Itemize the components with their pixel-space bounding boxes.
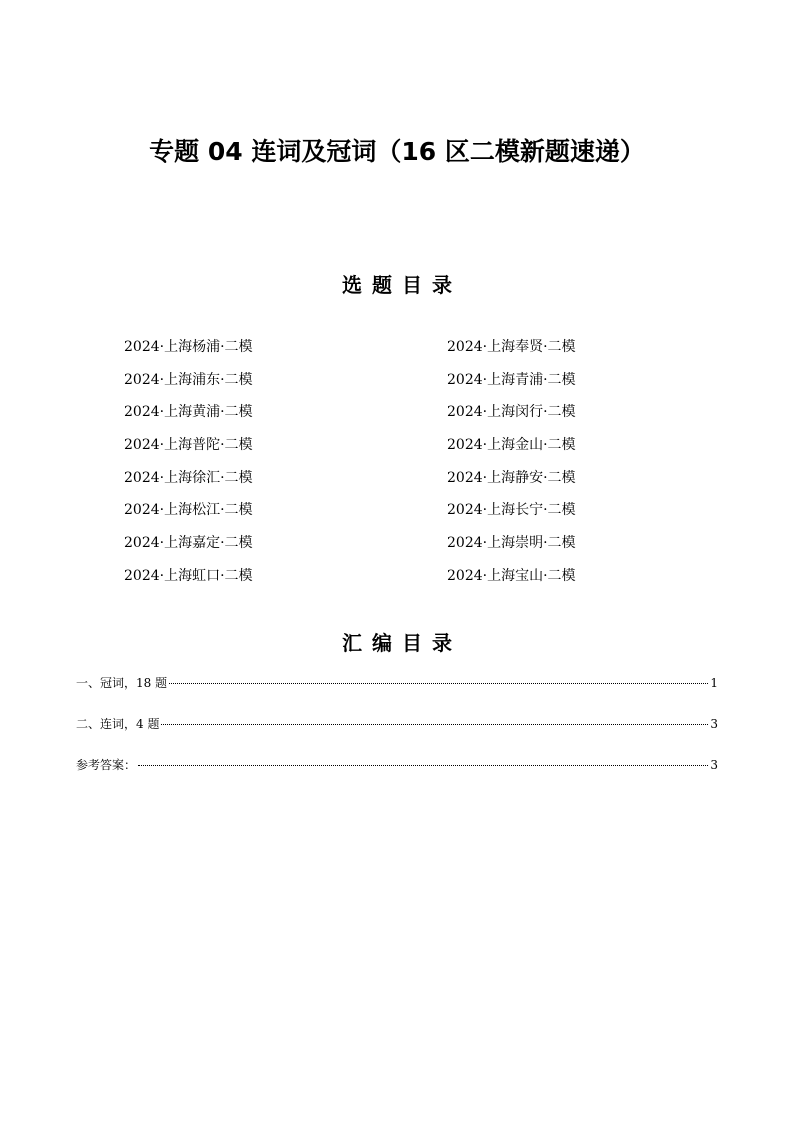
selection-item: 2024·上海奉贤·二模 — [447, 339, 576, 355]
toc-list — [76, 673, 718, 796]
selection-item: 2024·上海长宁·二模 — [447, 502, 576, 519]
toc-entry-articles[interactable] — [76, 673, 718, 714]
toc-entry-label: 参考答案： — [76, 758, 137, 772]
selection-item: 2024·上海静安·二模 — [447, 469, 576, 486]
toc-entry-answers[interactable] — [76, 755, 718, 796]
toc-entry-label: 二、连词，4 题 — [76, 717, 160, 731]
selection-list — [124, 336, 684, 598]
selection-heading: 选题目录 — [342, 273, 462, 297]
toc-entry-page: 1 — [710, 676, 718, 690]
selection-item: 2024·上海普陀·二模 — [124, 437, 253, 454]
selection-item: 2024·上海宝山·二模 — [447, 567, 576, 584]
toc-entry-conjunctions[interactable] — [76, 714, 718, 755]
selection-item: 2024·上海嘉定·二模 — [124, 535, 253, 552]
selection-item: 2024·上海徐汇·二模 — [124, 469, 253, 486]
selection-item: 2024·上海青浦·二模 — [447, 371, 576, 388]
selection-item: 2024·上海闵行·二模 — [447, 404, 576, 421]
selection-item: 2024·上海黄浦·二模 — [124, 404, 253, 421]
toc-leader-dots — [161, 724, 708, 725]
selection-item: 2024·上海虹口·二模 — [124, 567, 253, 584]
document-title: 专题 04 连词及冠词（16 区二模新题速递） — [149, 137, 645, 166]
selection-item: 2024·上海崇明·二模 — [447, 535, 576, 552]
selection-item: 2024·上海浦东·二模 — [124, 371, 253, 388]
toc-entry-page: 3 — [710, 758, 718, 772]
toc-entry-label: 一、冠词，18 题 — [76, 676, 168, 690]
toc-leader-dots — [138, 765, 708, 766]
compilation-heading: 汇编目录 — [342, 631, 462, 655]
selection-item: 2024·上海金山·二模 — [447, 437, 576, 454]
toc-entry-page: 3 — [710, 717, 718, 731]
selection-item: 2024·上海杨浦·二模 — [124, 339, 253, 355]
selection-item: 2024·上海松江·二模 — [124, 502, 253, 519]
toc-leader-dots — [169, 683, 708, 684]
